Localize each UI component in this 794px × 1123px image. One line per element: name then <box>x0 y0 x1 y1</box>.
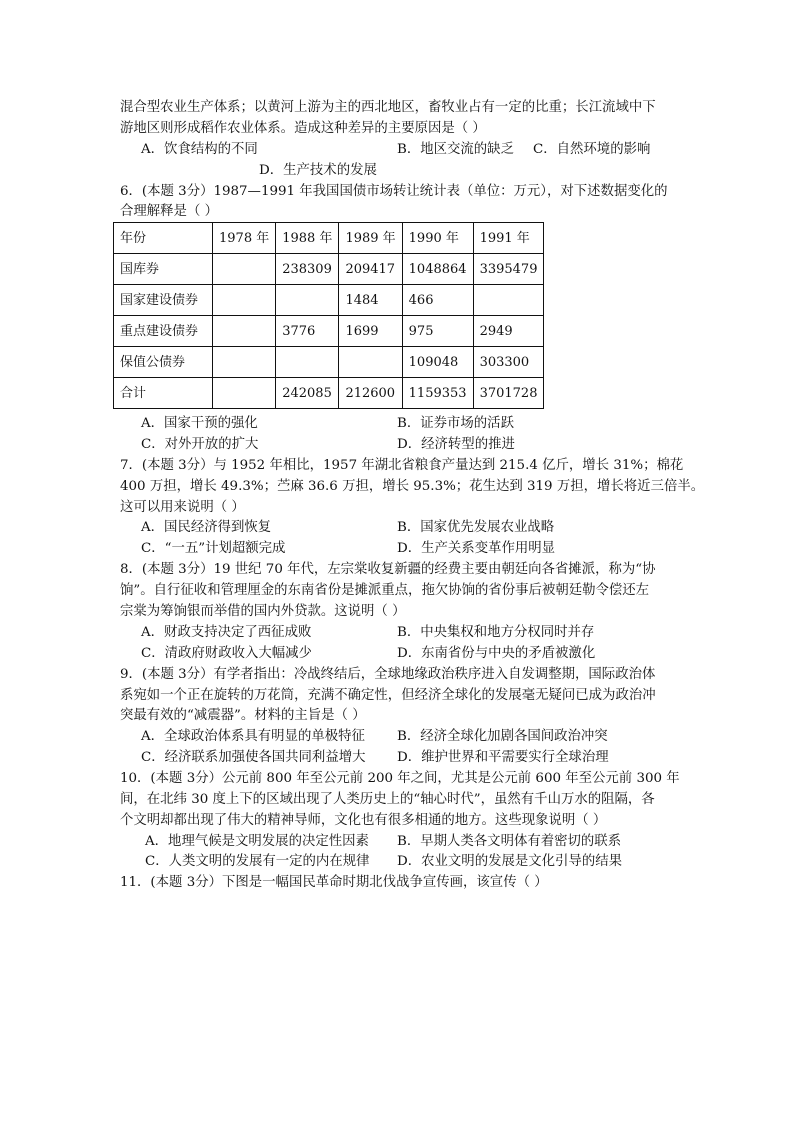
table-cell: 1989 年 <box>339 223 402 254</box>
table-cell: 1159353 <box>402 378 473 409</box>
table-cell: 重点建设债券 <box>114 316 213 347</box>
table-cell: 3701728 <box>473 378 544 409</box>
q5-option-b: B．地区交流的缺乏 <box>397 142 514 157</box>
q7-line-1: 7．(本题 3分）与 1952 年相比，1957 年湖北省粮食产量达到 215.4 亿斤，增长 31%；棉花 <box>120 458 684 473</box>
q6-line-1: 6．(本题 3分）1987—1991 年我国国债市场转让统计表（单位：万元），对下述数据变化的 <box>120 184 668 199</box>
table-cell <box>473 285 544 316</box>
q9-line-2: 系宛如一个正在旋转的万花筒，充满不确定性，但经济全球化的发展毫无疑问已成为政治冲 <box>120 688 656 703</box>
table-cell: 1991 年 <box>473 223 544 254</box>
table-cell: 1988 年 <box>276 223 339 254</box>
q6-option-b: B．证券市场的活跃 <box>397 416 514 431</box>
table-row <box>114 378 544 409</box>
q6-option-c: C．对外开放的扩大 <box>141 437 259 452</box>
q6-line-2: 合理解释是（ ） <box>120 204 218 219</box>
q5-line-2: 游地区则形成稻作农业体系。造成这种差异的主要原因是（ ） <box>120 121 486 136</box>
q7-option-c: C．“一五”计划超额完成 <box>141 541 286 556</box>
table-row <box>114 285 544 316</box>
q11-line-1: 11．(本题 3分）下图是一幅国民革命时期北伐战争宣传画，该宣传（ ） <box>120 875 548 890</box>
table-cell: 975 <box>402 316 473 347</box>
table-cell: 1978 年 <box>213 223 276 254</box>
q7-option-b: B．国家优先发展农业战略 <box>397 520 555 535</box>
table-cell <box>213 285 276 316</box>
q5-line-1: 混合型农业生产体系；以黄河上游为主的西北地区，畜牧业占有一定的比重；长江流域中下 <box>120 100 656 115</box>
q10-option-c: C．人类文明的发展有一定的内在规律 <box>145 854 370 869</box>
table-row <box>114 347 544 378</box>
q7-option-d: D．生产关系变革作用明显 <box>397 541 556 556</box>
q9-line-3: 突最有效的“减震器”。材料的主旨是（ ） <box>120 708 366 723</box>
q5-option-c: C．自然环境的影响 <box>533 142 651 157</box>
table-cell <box>213 378 276 409</box>
table-cell: 209417 <box>339 254 402 285</box>
q10-line-2: 间，在北纬 30 度上下的区域出现了人类历史上的“轴心时代”，虽然有千山万水的阻隔，各 <box>120 792 655 807</box>
table-row <box>114 316 544 347</box>
table-cell <box>276 347 339 378</box>
q9-option-d: D．维护世界和平需要实行全球治理 <box>397 750 609 765</box>
table-cell <box>276 285 339 316</box>
table-cell: 1990 年 <box>402 223 473 254</box>
table-cell <box>213 347 276 378</box>
q8-line-2: 饷”。自行征收和管理厘金的东南省份是摊派重点，拖欠协饷的省份事后被朝廷勒令偿还左 <box>120 583 650 598</box>
q7-line-3: 这可以用来说明（ ） <box>120 500 245 515</box>
table-cell: 3776 <box>276 316 339 347</box>
q6-option-d: D．经济转型的推进 <box>397 437 515 452</box>
table-cell <box>213 254 276 285</box>
q8-option-d: D．东南省份与中央的矛盾被激化 <box>397 646 596 661</box>
table-cell: 合计 <box>114 378 213 409</box>
table-header-row <box>114 223 544 254</box>
table-row <box>114 254 544 285</box>
q7-option-a: A．国民经济得到恢复 <box>141 520 272 535</box>
table-cell <box>339 347 402 378</box>
q8-option-c: C．清政府财政收入大幅减少 <box>141 646 312 661</box>
q8-line-3: 宗棠为筹饷银而举借的国内外贷款。这说明（ ） <box>120 604 406 619</box>
q6-option-a: A．国家干预的强化 <box>141 416 258 431</box>
table-cell: 国家建设债券 <box>114 285 213 316</box>
table-cell: 109048 <box>402 347 473 378</box>
table-cell: 238309 <box>276 254 339 285</box>
q10-option-b: B．早期人类各文明体有着密切的联系 <box>397 834 622 849</box>
table-cell: 1699 <box>339 316 402 347</box>
q9-option-b: B．经济全球化加剧各国间政治冲突 <box>397 729 608 744</box>
q7-line-2: 400 万担，增长 49.3%；苎麻 36.6 万担，增长 95.3%；花生达到 319 万担，增长将近三倍半。 <box>120 479 705 494</box>
bond-transfer-table <box>113 222 544 409</box>
q8-option-b: B．中央集权和地方分权同时并存 <box>397 625 595 640</box>
table-cell: 年份 <box>114 223 213 254</box>
table-cell: 466 <box>402 285 473 316</box>
q10-option-d: D．农业文明的发展是文化引导的结果 <box>397 854 622 869</box>
table-cell <box>213 316 276 347</box>
q5-option-a: A．饮食结构的不同 <box>141 142 258 157</box>
table-cell: 保值公债券 <box>114 347 213 378</box>
q10-line-3: 个文明却都出现了伟大的精神导师，文化也有很多相通的地方。这些现象说明（ ） <box>120 813 607 828</box>
table-cell: 国库券 <box>114 254 213 285</box>
q9-line-1: 9．(本题 3分）有学者指出：冷战终结后，全球地缘政治秩序进入自发调整期，国际政治体 <box>120 667 656 682</box>
table-cell: 2949 <box>473 316 544 347</box>
table-cell: 1484 <box>339 285 402 316</box>
table-cell: 1048864 <box>402 254 473 285</box>
q5-option-d: D．生产技术的发展 <box>259 163 377 178</box>
q8-line-1: 8．(本题 3分）19 世纪 70 年代，左宗棠收复新疆的经费主要由朝廷向各省摊派，称为“协 <box>120 562 656 577</box>
q10-line-1: 10．(本题 3分）公元前 800 年至公元前 200 年之间，尤其是公元前 600 年至公元前 300 年 <box>120 771 680 786</box>
q8-option-a: A．财政支持决定了西征成败 <box>141 625 312 640</box>
table-cell: 212600 <box>339 378 402 409</box>
table-cell: 3395479 <box>473 254 544 285</box>
table-cell: 303300 <box>473 347 544 378</box>
table-cell: 242085 <box>276 378 339 409</box>
q9-option-c: C．经济联系加强使各国共同利益增大 <box>141 750 366 765</box>
q9-option-a: A．全球政治体系具有明显的单极特征 <box>141 729 365 744</box>
q10-option-a: A．地理气候是文明发展的决定性因素 <box>145 834 369 849</box>
